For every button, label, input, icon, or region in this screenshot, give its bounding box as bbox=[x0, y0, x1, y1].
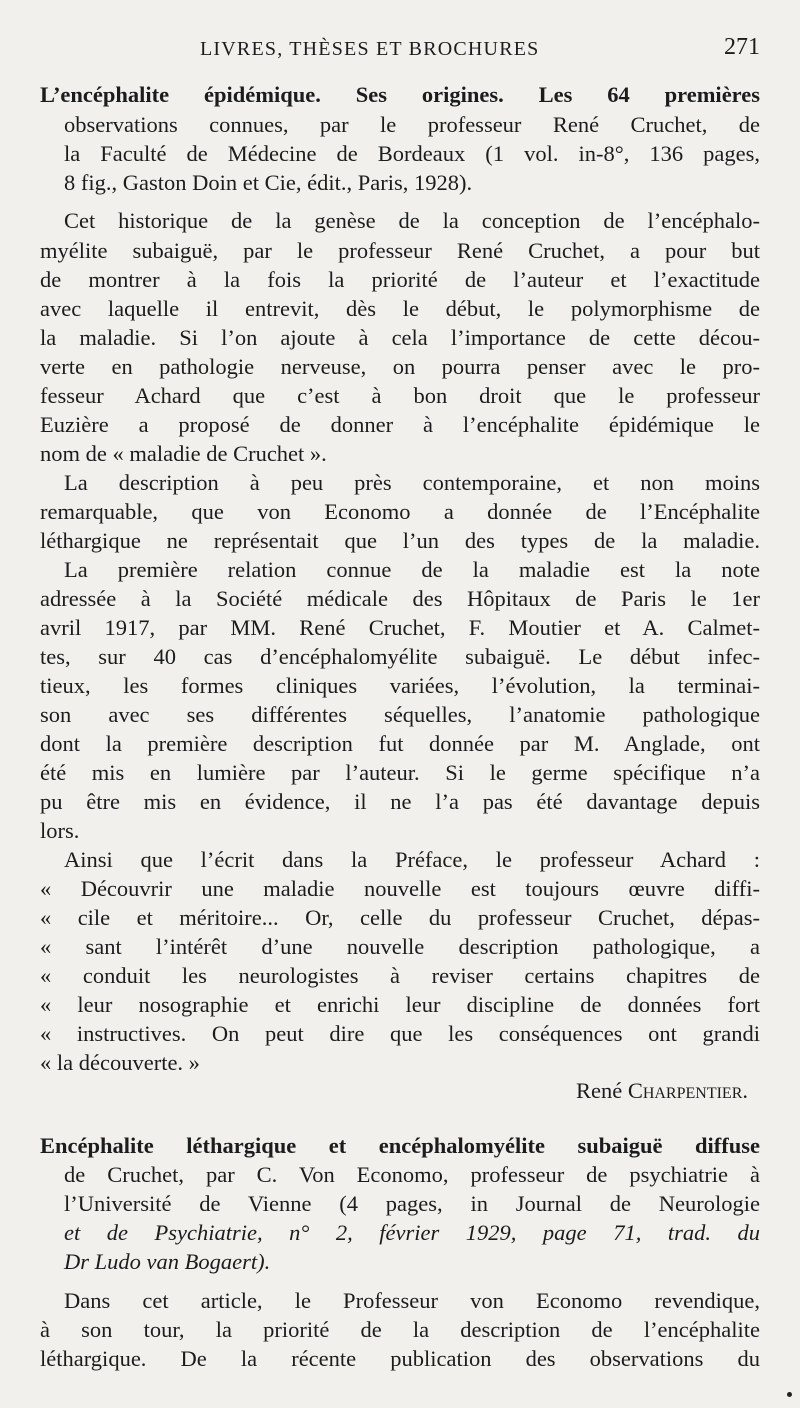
paragraph-line: Cet historique de la genèse de la conception de l’encéphalo- bbox=[64, 208, 760, 233]
paragraph-line: la maladie. Si l’on ajoute à cela l’importance de cette décou- bbox=[40, 325, 760, 350]
paragraph-line: léthargique. De la récente publication des observations du bbox=[40, 1346, 760, 1371]
review-citation-line: l’Université de Vienne (4 pages, in Journal de Neurologie bbox=[64, 1191, 760, 1216]
quote-line: « leur nosographie et enrichi leur discipline de données fort bbox=[40, 992, 760, 1017]
quote-line: « instructives. On peut dire que les conséquences ont grandi bbox=[40, 1021, 760, 1046]
paragraph-line: tes, sur 40 cas d’encéphalomyélite subaiguë. Le début infec- bbox=[40, 644, 760, 669]
paragraph-line: de montrer à la fois la priorité de l’auteur et l’exactitude bbox=[40, 267, 760, 292]
paragraph-line: son avec ses différentes séquelles, l’anatomie pathologique bbox=[40, 702, 760, 727]
reviewer-last-name: Charpentier. bbox=[627, 1078, 748, 1103]
review-citation-line: la Faculté de Médecine de Bordeaux (1 vol. in-8°, 136 pages, bbox=[64, 141, 760, 166]
review-citation-line: 8 fig., Gaston Doin et Cie, édit., Paris, 1928). bbox=[64, 170, 473, 195]
paragraph-line: avec laquelle il entrevit, dès le début, le polymorphisme de bbox=[40, 296, 760, 321]
paragraph-line: nom de « maladie de Cruchet ». bbox=[40, 441, 327, 466]
quote-line: « sant l’intérêt d’une nouvelle description pathologique, a bbox=[40, 934, 760, 959]
paragraph-line: myélite subaiguë, par le professeur René Cruchet, a pour but bbox=[40, 238, 760, 263]
review-title-line: L’encéphalite épidémique. Ses origines. Les 64 premières bbox=[40, 82, 760, 107]
paragraph-line: La première relation connue de la maladie est la note bbox=[64, 557, 760, 582]
paragraph-line: Euzière a proposé de donner à l’encéphalite épidémique le bbox=[40, 412, 760, 437]
paragraph-line: pu être mis en évidence, il ne l’a pas été davantage depuis bbox=[40, 789, 760, 814]
page-number: 271 bbox=[724, 34, 760, 60]
review-citation-line: observations connues, par le professeur René Cruchet, de bbox=[64, 112, 760, 137]
paragraph-line: été mis en lumière par l’auteur. Si le germe spécifique n’a bbox=[40, 760, 760, 785]
ink-speck bbox=[787, 1392, 792, 1397]
paragraph-line: léthargique ne représentait que l’un des types de la maladie. bbox=[40, 528, 760, 553]
quote-line: « conduit les neurologistes à reviser certains chapitres de bbox=[40, 963, 760, 988]
paragraph-line: adressée à la Société médicale des Hôpitaux de Paris le 1er bbox=[40, 586, 760, 611]
paragraph-line: tieux, les formes cliniques variées, l’évolution, la terminai- bbox=[40, 673, 760, 698]
paragraph-line: dont la première description fut donnée par M. Anglade, ont bbox=[40, 731, 760, 756]
paragraph-line: à son tour, la priorité de la description de l’encéphalite bbox=[40, 1317, 760, 1342]
paragraph-line: remarquable, que von Economo a donnée de l’Encéphalite bbox=[40, 499, 760, 524]
quote-line: « la découverte. » bbox=[40, 1050, 200, 1075]
paragraph-line: fesseur Achard que c’est à bon droit que le professeur bbox=[40, 383, 760, 408]
reviewer-signature bbox=[576, 1078, 748, 1104]
quote-line: « cile et méritoire... Or, celle du professeur Cruchet, dépas- bbox=[40, 905, 760, 930]
paragraph-line: La description à peu près contemporaine, et non moins bbox=[64, 470, 760, 495]
review-title-line: Encéphalite léthargique et encéphalomyélite subaiguë diffuse bbox=[40, 1133, 760, 1158]
paragraph-line: verte en pathologie nerveuse, on pourra penser avec le pro- bbox=[40, 354, 760, 379]
quote-line: « Découvrir une maladie nouvelle est toujours œuvre diffi- bbox=[40, 876, 760, 901]
review-citation-line: de Cruchet, par C. Von Economo, professeur de psychiatrie à bbox=[64, 1162, 760, 1187]
reviewer-first-name: René bbox=[575, 1078, 623, 1103]
paragraph-line: avril 1917, par MM. René Cruchet, F. Moutier et A. Calmet- bbox=[40, 615, 760, 640]
review-citation-line: et de Psychiatrie, n° 2, février 1929, page 71, trad. du bbox=[64, 1220, 760, 1245]
review-citation-line: Dr Ludo van Bogaert). bbox=[64, 1249, 271, 1274]
running-title: LIVRES, THÈSES ET BROCHURES bbox=[200, 38, 540, 60]
running-head bbox=[0, 30, 800, 70]
paragraph-line: Dans cet article, le Professeur von Economo revendique, bbox=[64, 1288, 760, 1313]
paragraph-line: lors. bbox=[40, 818, 80, 843]
quote-intro-line: Ainsi que l’écrit dans la Préface, le professeur Achard : bbox=[64, 847, 760, 872]
